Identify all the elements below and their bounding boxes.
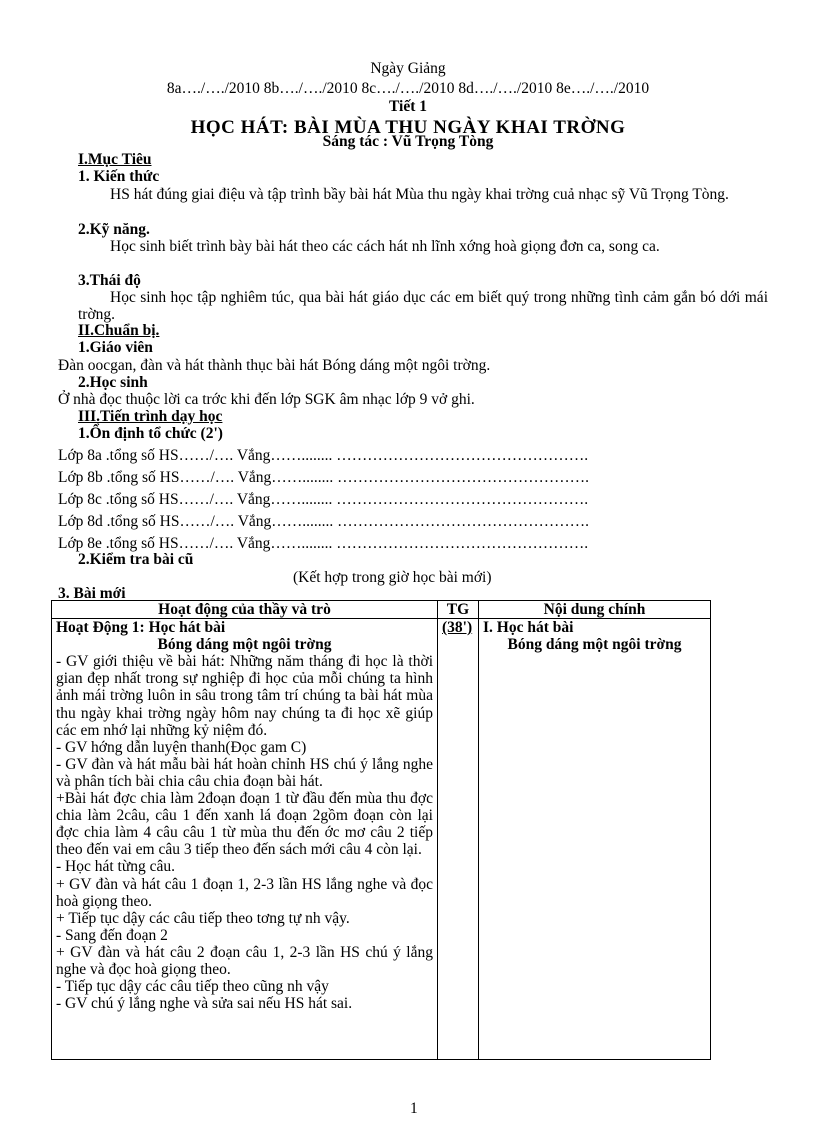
- header-time: TG: [438, 601, 479, 619]
- lesson-table: [51, 600, 711, 1060]
- heading-new-lesson: 3. Bài mới: [58, 585, 126, 602]
- heading-stabilize: 1.Ổn định tổ chức (2'): [78, 425, 223, 442]
- heading-student: 2.Học sinh: [78, 374, 148, 391]
- activity-line: - Học hát từng câu.: [56, 858, 176, 876]
- header-content: Nội dung chính: [479, 601, 711, 619]
- activity-line: - Tiếp tục dậy các câu tiếp theo cũng nh vậy: [56, 978, 329, 996]
- section-process: III.Tiến trình dạy học: [78, 408, 223, 425]
- lesson-number: Tiết 1: [388, 98, 428, 115]
- activity-line: - GV hớng dẫn luyện thanh(Đọc gam C): [56, 738, 307, 756]
- heading-attitude: 3.Thái độ: [78, 272, 141, 289]
- teacher-text: Đàn oocgan, đàn và hát thành thục bài hát Bóng dáng một ngôi trờng.: [58, 357, 491, 374]
- activity-line: - Sang đến đoạn 2: [56, 926, 168, 944]
- teaching-date-label: Ngày Giảng: [370, 60, 446, 77]
- knowledge-text: HS hát đúng giai điệu và tập trình bầy bài hát Mùa thu ngày khai trờng cuả nhạc sỹ Vũ Trọng Tòng.: [110, 186, 729, 203]
- activity-line: + GV đàn và hát câu 1 đoạn 1, 2-3 lần HS lắng nghe và đọc hoà giọng theo.: [56, 875, 433, 910]
- table-row: [52, 619, 711, 1060]
- heading-old-lesson-check: 2.Kiểm tra bài cũ: [78, 551, 194, 568]
- activity-line: + GV đàn và hát câu 2 đoạn câu 1, 2-3 lần HS chú ý lắng nghe và đọc hoà giọng theo.: [56, 943, 433, 978]
- heading-skills: 2.Kỹ năng.: [78, 221, 150, 238]
- time-value: (38'): [442, 619, 473, 637]
- section-preparation: II.Chuẩn bị.: [78, 322, 160, 339]
- activity-line: - GV giới thiệu về bài hát: Những năm tháng đi học là thời gian đẹp nhất trong sự nghiệp đi học của mỗi chúng ta hình ảnh mái trờng luôn in sâu trong tâm trí chúng ta bài hát mùa thu ngày khai trờng ngày hôm nay chúng ta đi học xẽ giúp các em nhớ lại những kỷ niệm đó.: [56, 653, 433, 739]
- content-song: Bóng dáng một ngôi trờng: [507, 636, 682, 654]
- student-text: Ở nhà đọc thuộc lời ca trớc khi đến lớp SGK âm nhạc lớp 9 vở ghi.: [58, 391, 475, 408]
- activity-line: +Bài hát đợc chia làm 2đoạn đoạn 1 từ đầu đến mùa thu đợc chia làm 2câu, câu 1 đến xanh lá đoạn 2gồm đoạn còn lại đợc chia làm 4 câu câu 1 từ mùa thu đến ớc mơ câu 2 tiếp theo đến vai em câu 3 tiếp theo đến sách mới câu 4 còn lại.: [56, 790, 433, 859]
- activity-cell: [52, 619, 438, 1060]
- activity-title: Hoạt Động 1: Học hát bài: [56, 619, 226, 637]
- class-row: Lớp 8c .tổng số HS……/…. Vắng……........ ………………………………………….: [58, 491, 589, 508]
- attitude-text: Học sinh học tập nghiêm túc, qua bài hát giáo dục các em biết quý trong những tình cảm gắn bó dới mái trờng.: [78, 289, 768, 323]
- activity-line: - GV đàn và hát mẫu bài hát hoàn chỉnh HS chú ý lắng nghe và phân tích bài chia câu chia đoạn bài hát.: [56, 755, 433, 790]
- class-row: Lớp 8a .tổng số HS……/…. Vắng……........ ………………………………………….: [58, 447, 589, 464]
- class-dates: 8a…./…./2010 8b…./…./2010 8c…./…./2010 8d…./…./2010 8e…./…./2010: [166, 80, 650, 97]
- composer-line: Sáng tác : Vũ Trọng Tòng: [322, 133, 494, 150]
- heading-knowledge: 1. Kiến thức: [78, 168, 160, 185]
- activity-line: + Tiếp tục dậy các câu tiếp theo tơng tự nh vậy.: [56, 909, 350, 927]
- page-number: 1: [410, 1100, 418, 1117]
- class-row: Lớp 8e .tổng số HS……/…. Vắng……........ ………………………………………….: [58, 535, 589, 552]
- time-cell: [438, 619, 479, 1060]
- activity-line: - GV chú ý lắng nghe và sửa sai nếu HS hát sai.: [56, 995, 353, 1013]
- content-title: I. Học hát bài: [483, 619, 574, 637]
- combined-note: (Kết hợp trong giờ học bài mới): [293, 569, 492, 586]
- skills-text: Học sinh biết trình bày bài hát theo các cách hát nh lĩnh xớng hoà giọng đơn ca, song ca.: [110, 238, 660, 255]
- activity-song: Bóng dáng một ngôi trờng: [157, 636, 332, 654]
- heading-teacher: 1.Giáo viên: [78, 339, 153, 356]
- section-objectives: I.Mục Tiêu: [78, 151, 152, 168]
- class-row: Lớp 8d .tổng số HS……/…. Vắng……........ ………………………………………….: [58, 513, 590, 530]
- content-cell: [479, 619, 711, 1060]
- lesson-title: HỌC HÁT: BÀI MÙA THU NGÀY KHAI TRỜNG: [190, 117, 626, 138]
- header-activities: Hoạt động của thầy và trò: [52, 601, 438, 619]
- table-header-row: [52, 601, 711, 619]
- class-row: Lớp 8b .tổng số HS……/…. Vắng……........ ………………………………………….: [58, 469, 590, 486]
